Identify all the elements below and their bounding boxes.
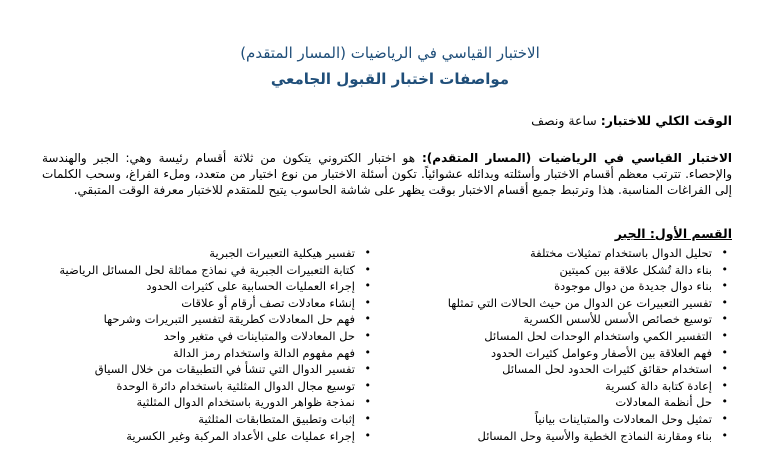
topic-list-item: [412, 311, 732, 328]
topic-list-item: [40, 262, 375, 279]
test-duration-value: ساعة ونصف: [531, 113, 597, 128]
topic-list-item: [40, 345, 375, 362]
topic-list-item: [40, 328, 375, 345]
topic-text: إعادة كتابة دالة كسرية: [605, 378, 712, 393]
topic-text: إجراء العمليات الحسابية على كثيرات الحدود: [146, 279, 355, 294]
topic-list-item: [412, 378, 732, 395]
topic-list-item: [412, 262, 732, 279]
topic-text: بناء ومقارنة النماذج الخطية والأسية وحل المسائل: [477, 428, 712, 443]
bullet-icon: •: [364, 279, 371, 293]
intro-text: هو اختبار الكتروني يتكون من ثلاثة أقسام رئيسة وهي: الجبر والهندسة والإحصاء. تترتب معظم أقسام الاختبار وأسئلته وبدائله عشوائياً. تكون أسئلة الاختبار من نوع اختيار من متعدد، وملء الفراغ، وسحب الكلمات إلى الفراغات المناسبة. هذا وترتبط جميع أقسام الاختبار بوقت يظهر على شاشة الحاسوب يتيح للمتقدم للاختبار معرفة الوقت المتبقي.: [42, 151, 732, 197]
intro-lead: الاختبار القياسي في الرياضيات (المسار المتقدم):: [422, 151, 732, 165]
topic-list-item: [40, 278, 375, 295]
topic-list-item: [412, 428, 732, 445]
bullet-icon: •: [721, 411, 728, 425]
bullet-icon: •: [364, 411, 371, 425]
bullet-icon: •: [364, 428, 371, 442]
topic-text: تفسير هيكلية التعبيرات الجبرية: [209, 246, 355, 260]
bullet-icon: •: [721, 328, 728, 342]
test-duration-label: الوقت الكلي للاختبار:: [600, 113, 732, 128]
topic-list-item: [412, 245, 732, 262]
topic-text: توسيع مجال الدوال المثلثية باستخدام دائرة الوحدة: [116, 378, 355, 393]
bullet-icon: •: [721, 262, 728, 276]
right-topic-list: [412, 245, 732, 444]
topic-list-item: [412, 295, 732, 312]
topic-text: كتابة التعبيرات الجبرية في نماذج مماثلة لحل المسائل الرياضية: [59, 262, 355, 277]
topic-list-item: [412, 394, 732, 411]
bullet-icon: •: [364, 312, 371, 326]
topic-text: فهم العلاقة بين الأصفار وعوامل كثيرات الحدود: [490, 345, 712, 360]
topic-text: بناء دالة تُشكل علاقة بين كميتين: [559, 262, 712, 277]
topic-text: بناء دوال جديدة من دوال موجودة: [554, 279, 712, 294]
topic-text: إثبات وتطبيق المتطابقات المثلثية: [198, 411, 355, 426]
left-topic-list: [40, 245, 375, 444]
topic-text: تفسير التعبيرات عن الدوال من حيث الحالات التي تمثلها: [447, 295, 712, 310]
bullet-icon: •: [721, 295, 728, 309]
topic-list-item: [412, 411, 732, 428]
bullet-icon: •: [364, 295, 371, 309]
bullet-icon: •: [364, 328, 371, 342]
bullet-icon: •: [721, 428, 728, 442]
bullet-icon: •: [721, 312, 728, 326]
topic-text: نمذجة ظواهر الدورية باستخدام الدوال المثلثية: [136, 395, 355, 410]
topic-list-item: [40, 361, 375, 378]
bullet-icon: •: [721, 362, 728, 376]
bullet-icon: •: [364, 378, 371, 392]
topic-list-item: [40, 411, 375, 428]
intro-paragraph: [42, 150, 732, 198]
topic-text: حل المعادلات والمتباينات في متغير واحد: [163, 328, 355, 343]
bullet-icon: •: [364, 345, 371, 359]
topic-list-item: [40, 245, 375, 262]
topic-text: تحليل الدوال باستخدام تمثيلات مختلفة: [530, 246, 712, 260]
bullet-icon: •: [721, 378, 728, 392]
test-duration: [531, 113, 732, 128]
bullet-icon: •: [721, 345, 728, 359]
topic-list-item: [40, 311, 375, 328]
topic-text: تمثيل وحل المعادلات والمتباينات بيانياً: [534, 411, 712, 426]
bullet-icon: •: [364, 262, 371, 276]
topic-text: حل أنظمة المعادلات: [615, 395, 712, 410]
bullet-icon: •: [721, 246, 728, 259]
topic-list-item: [412, 361, 732, 378]
topic-text: التفسير الكمي واستخدام الوحدات لحل المسائل: [484, 328, 712, 343]
topic-list-item: [40, 295, 375, 312]
bullet-icon: •: [364, 362, 371, 376]
bullet-icon: •: [364, 395, 371, 409]
topic-text: فهم مفهوم الدالة واستخدام رمز الدالة: [173, 345, 355, 360]
topic-text: استخدام حقائق كثيرات الحدود لحل المسائل: [502, 362, 712, 377]
topic-text: إجراء عمليات على الأعداد المركبة وغير الكسرية: [126, 428, 355, 443]
document-title: الاختبار القياسي في الرياضيات (المسار المتقدم): [240, 44, 540, 62]
bullet-icon: •: [721, 395, 728, 409]
topic-list-item: [412, 278, 732, 295]
bullet-icon: •: [721, 279, 728, 293]
topic-text: إنشاء معادلات تصف أرقام أو علاقات: [181, 295, 355, 310]
topic-text: توسيع خصائص الأسس للأسس الكسرية: [523, 312, 712, 327]
topic-list-item: [40, 428, 375, 445]
section-title: القسم الأول: الجبر: [614, 226, 732, 241]
topic-list-item: [40, 394, 375, 411]
document-subtitle: مواصفات اختبار القبول الجامعي: [270, 70, 510, 88]
topic-list-item: [412, 345, 732, 362]
topic-list-item: [40, 378, 375, 395]
bullet-icon: •: [364, 246, 371, 259]
topic-text: فهم حل المعادلات كطريقة لتفسير التبريرات وشرحها: [103, 312, 355, 327]
topic-text: تفسير الدوال التي تنشأ في التطبيقات من خلال السياق: [94, 362, 355, 377]
topic-list-item: [412, 328, 732, 345]
